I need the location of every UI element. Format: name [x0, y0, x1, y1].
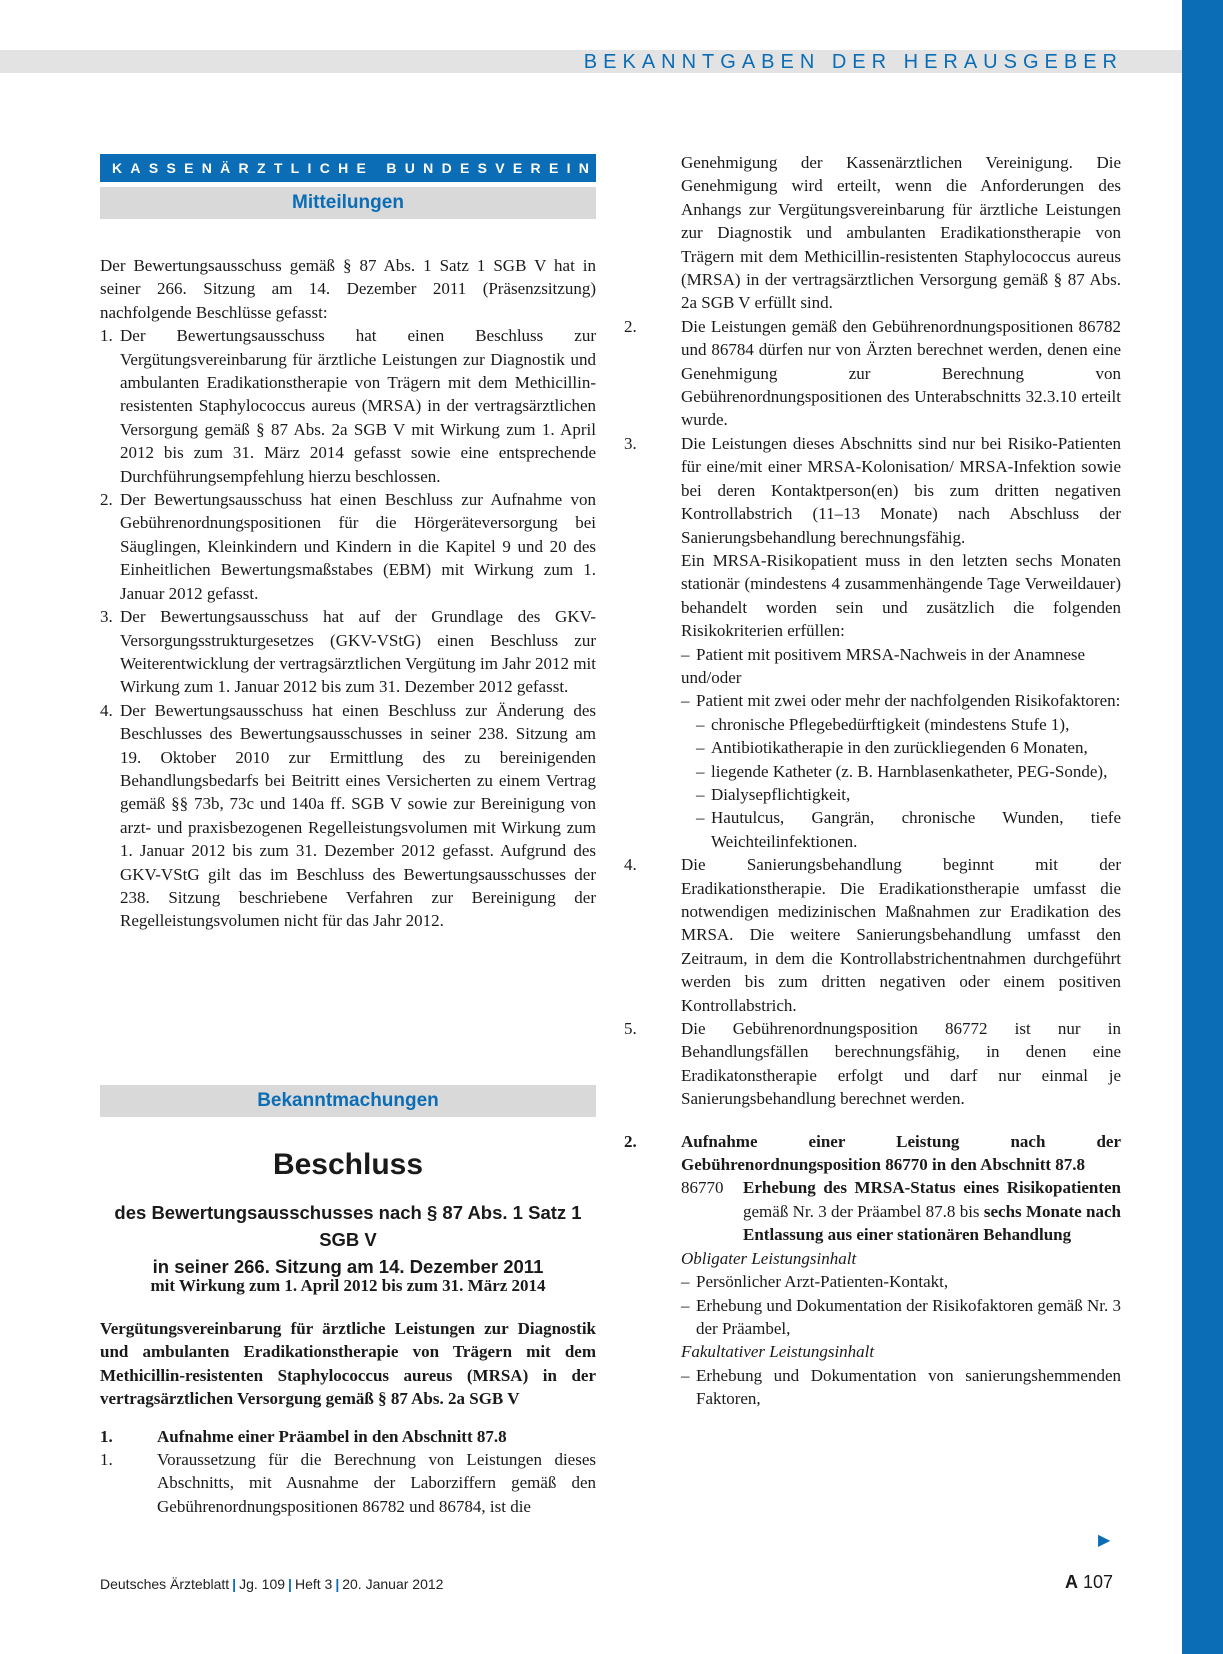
- gop-number: 86770: [681, 1178, 724, 1198]
- dash-item: – Persönlicher Arzt-Patienten-Kontakt,: [681, 1272, 949, 1292]
- und-oder: und/oder: [681, 667, 742, 687]
- beschluss-subtitle: des Bewertungsausschusses nach § 87 Abs. 1 Satz 1 SGB V in seiner 266. Sitzung am 14. Dezember 2011: [114, 1202, 582, 1277]
- dash-item: – Patient mit zwei oder mehr der nachfolgenden Risikofaktoren:: [681, 691, 1121, 711]
- obligat-list: [624, 1270, 1121, 1340]
- section-header: BEKANNTGABEN DER HERAUSGEBER: [583, 51, 1123, 73]
- paragraph: Ein MRSA-Risikopatient muss in den letzten sechs Monaten stationär (mindestens 4 zusammenhängende Tage Verweildauer) behandelt worden sein und zusätzlich die folgenden Risikokriterien erfüllen:: [681, 550, 1121, 641]
- right-column: [624, 151, 1121, 1411]
- dash-list: [624, 643, 1121, 854]
- bekanntmachungen-heading: Bekanntmachungen: [100, 1085, 596, 1117]
- beschluss-lead: Vergütungsvereinbarung für ärztliche Leistungen zur Diagnostik und ambulanten Eradikationstherapie von Trägern mit dem Methicillin-resistenten Staphylococcus aureus (MRSA) in der vertragsärztlichen Versorgung gemäß § 87 Abs. 2a SGB V: [100, 1319, 596, 1409]
- continue-arrow-icon: ▶: [1098, 1532, 1111, 1549]
- beschluss-body: [100, 1317, 596, 1518]
- mitteilungen-intro: Der Bewertungsausschuss gemäß § 87 Abs. 1 Satz 1 SGB V hat in seiner 266. Sitzung am 14. Dezember 2011 (Präsenzsitzung) nachfolgende Beschlüsse gefasst:: [100, 256, 596, 322]
- list-item: 2. Der Bewertungsausschuss hat einen Beschluss zur Aufnahme von Gebührenordnungspositionen für die Hörgeräteversorgung bei Säuglingen, Kleinkindern und Kindern in die Kapitel 9 und 20 des Einheitlichen Bewertungsmaßstabes (EBM) mit Wirkung zum 1. Januar 2012 gefasst.: [100, 490, 596, 603]
- dash-item: – Patient mit positivem MRSA-Nachweis in der Anamnese: [681, 644, 1086, 664]
- section-1-heading: 1. Aufnahme einer Präambel in den Abschnitt 87.8: [100, 1426, 507, 1446]
- beschluss-wirkung: mit Wirkung zum 1. April 2012 bis zum 31. März 2014: [150, 1276, 546, 1295]
- sub-dash-item: – liegende Katheter (z. B. Harnblasenkatheter, PEG-Sonde),: [696, 761, 1108, 781]
- sub-dash-item: – Antibiotikatherapie in den zurückliegenden 6 Monaten,: [696, 738, 1088, 758]
- list-item: 3. Die Leistungen dieses Abschnitts sind nur bei Risiko-Patienten für eine/mit einer MRSA-Kolonisation/ MRSA-Infektion sowie bei deren Kontaktperson(en) bis zum dritten negativen Kontrollabstrich (11–13 Monate) nach Abschluss der Sanierungsbehandlung berechnungsfähig.: [624, 433, 1121, 547]
- mitteilungen-list: [100, 324, 596, 933]
- gop-entry: 86770 Erhebung des MRSA-Status eines Risikopatienten gemäß Nr. 3 der Präambel 87.8 bis sechs Monate nach Entlassung aus einer stationären Behandlung: [624, 1176, 1121, 1246]
- sub-dash-item: – Hautulcus, Gangrän, chronische Wunden, tiefe Weichteilinfektionen.: [696, 808, 1121, 851]
- sub-dash-item: – chronische Pflegebedürftigkeit (mindestens Stufe 1),: [696, 714, 1070, 734]
- list-item: 2. Die Leistungen gemäß den Gebührenordnungspositionen 86782 und 86784 dürfen nur von Ärzten berechnet werden, denen eine Genehmigung zur Berechnung von Gebührenordnungspositionen des Unterabschnitts 32.3.10 erteilt wurde.: [624, 316, 1121, 430]
- fakultativ-list: [624, 1364, 1121, 1411]
- sub-dash-item: – Dialysepflichtigkeit,: [696, 784, 851, 804]
- list-item: 3. Der Bewertungsausschuss hat auf der Grundlage des GKV-Versorgungsstrukturgesetzes (GKV-VStG) einen Beschluss zur Weiterentwicklung der vertragsärztlichen Vergütung im Jahr 2012 mit Wirkung zum 1. Januar 2012 bis zum 31. Dezember 2012 gefasst.: [100, 607, 596, 697]
- paragraph: Genehmigung der Kassenärztlichen Vereinigung. Die Genehmigung wird erteilt, wenn die Anforderungen des Anhangs zur Vergütungsvereinbarung für ärztliche Leistungen zur Diagnostik und ambulanten Eradikationstherapie von Trägern mit dem Methicillin-resistenten Staphylococcus aureus (MRSA) in der vertragsärztlichen Versorgung gemäß § 87 Abs. 2a SGB V erfüllt sind.: [681, 153, 1121, 313]
- mitteilungen-body: [100, 254, 596, 933]
- section-1-item-1: 1. Voraussetzung für die Berechnung von Leistungen dieses Abschnitts, mit Ausnahme der Laborziffern gemäß den Gebührenordnungspositionen 86782 und 86784, ist die: [100, 1450, 596, 1516]
- right-accent-bar: [1182, 0, 1223, 1654]
- fakultativ-label: Fakultativer Leistungsinhalt: [681, 1342, 875, 1362]
- beschluss-title: Beschluss: [272, 1148, 424, 1181]
- dash-item: – Erhebung und Dokumentation von sanierungshemmenden Faktoren,: [681, 1365, 1121, 1409]
- list-item: 4. Die Sanierungsbehandlung beginnt mit der Eradikationstherapie. Die Eradikationstherapie umfasst die notwendigen medizinischen Maßnahmen zur Eradikation des MRSA. Die weitere Sanierungsbehandlung umfasst den Zeitraum, in dem die Kontrollabstrichentnahmen durchgeführt werden bis zum dritten negativen oder einem positiven Kontrollabstrich.: [624, 855, 1121, 1015]
- section-2-heading: 2. Aufnahme einer Leistung nach der Gebührenordnungsposition 86770 in den Abschnitt 87.8: [624, 1131, 1121, 1175]
- obligat-label: Obligater Leistungsinhalt: [681, 1248, 857, 1268]
- page-number: A 107: [1064, 1572, 1113, 1592]
- kbv-label: KASSENÄRZTLICHE BUNDESVEREINIGUNG: [100, 154, 596, 182]
- list-item: 4. Der Bewertungsausschuss hat einen Beschluss zur Änderung des Beschlusses des Bewertungsausschusses in seiner 238. Sitzung am 19. Oktober 2010 zur Ermittlung des zu bereinigenden Behandlungsbedarfs bei Beitritt eines Versicherten zu einem Vertrag gemäß §§ 73b, 73c und 140a ff. SGB V sowie zur Bereinigung von arzt- und praxisbezogenen Regelleistungsvolumen mit Wirkung zum 1. Januar 2012 bis zum 31. Dezember 2012 gefasst. Aufgrund des GKV-VStG gilt das im Beschluss des Bewertungsausschusses der 238. Sitzung beschriebene Verfahren zur Bereinigung der Regelleistungsvolumen nicht für das Jahr 2012.: [100, 700, 596, 931]
- mitteilungen-heading: Mitteilungen: [100, 187, 596, 219]
- list-item: 5. Die Gebührenordnungsposition 86772 ist nur in Behandlungsfällen berechnungsfähig, in denen eine Eradikatonstherapie erfolgt und darf nur einmal je Sanierungsbehandlung berechnet werden.: [624, 1019, 1121, 1109]
- list-item: 1. Der Bewertungsausschuss hat einen Beschluss zur Vergütungsvereinbarung für ärztliche Leistungen zur Diagnostik und ambulanten Eradikationstherapie von Trägern mit dem Methicillin-resistenten Staphylococcus aureus (MRSA) in der vertragsärztlichen Versorgung gemäß § 87 Abs. 2a SGB V mit Wirkung zum 1. April 2012 bis zum 31. März 2014 gefasst sowie eine entsprechende Durchführungsempfehlung hierzu beschlossen.: [100, 326, 596, 486]
- dash-item: – Erhebung und Dokumentation der Risikofaktoren gemäß Nr. 3 der Präambel,: [681, 1295, 1121, 1338]
- footer: Deutsches Ärzteblatt | Jg. 109 | Heft 3 | 20. Januar 2012: [100, 1576, 444, 1592]
